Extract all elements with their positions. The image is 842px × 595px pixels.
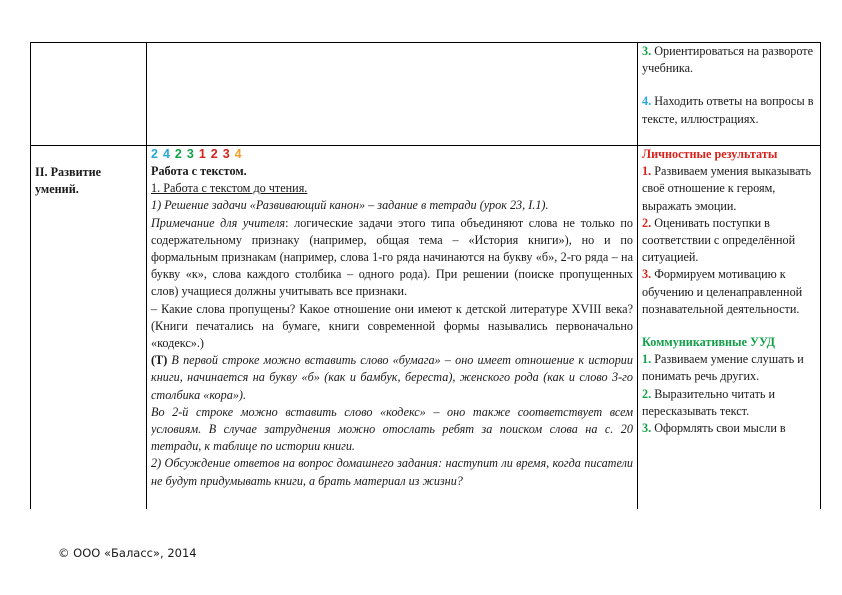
result-item [642, 386, 816, 420]
level-number-row [151, 146, 633, 163]
table-row [31, 146, 821, 509]
results-cell [638, 146, 821, 509]
copyright-footer: © ООО «Баласс», 2014 [58, 546, 197, 560]
result-item [642, 266, 816, 318]
level-number: 3 [186, 147, 194, 161]
answer-italic: В первой строке можно вставить слово «бумага» – оно имеет отношение к истории книги, начинается на букву «б» (как и бамбук, береста), женского рода (как и слово 3-го столбика «кора»). [151, 353, 633, 402]
note-label: Примечание для учителя [151, 215, 286, 230]
homework-discussion: 2) Обсуждение ответов на вопрос домашнего задания: наступит ли время, когда писатели не будут придумывать книги, а брать материал из жизни? [151, 456, 633, 488]
result-number: 2. [642, 215, 652, 230]
content-cell [147, 146, 638, 509]
answer-text [151, 352, 633, 404]
result-number: 3. [642, 44, 652, 58]
teacher-note [151, 215, 633, 301]
level-number: 4 [162, 147, 170, 161]
result-item [642, 43, 816, 77]
result-text: Оценивать поступки в соответствии с определённой ситуацией. [642, 215, 796, 265]
table-row [31, 43, 821, 146]
result-text: Развиваем умения выказывать своё отношение к героям, выражать эмоции. [642, 164, 812, 213]
result-number: 1. [642, 164, 652, 179]
result-item [642, 351, 816, 385]
task-text: 1) Решение задачи «Развивающий канон» – задание в тетради (урок 23, I.1). [151, 198, 549, 213]
level-number: 3 [222, 147, 230, 161]
section-title: Работа с текстом. [151, 164, 247, 178]
result-number: 3. [642, 421, 652, 436]
level-number: 2 [174, 147, 182, 161]
results-cell [638, 43, 821, 146]
stage-title: II. Развитие умений. [35, 165, 102, 197]
answer-italic-2: Во 2-й строке можно вставить слово «кодекс» – оно также соответствует всем условиям. В случае затруднения можно отослать ребят за поиском слова на с. 20 тетради, к таблице по истории книги. [151, 404, 633, 454]
result-number: 3. [642, 267, 652, 282]
question-text: – Какие слова пропущены? Какое отношение они имеют к детской литературе XVIII века? (Книги печатались на бумаге, книги современной формы назывались первоначально «кодекс».) [151, 301, 633, 351]
communicative-heading: Коммуникативные УУД [642, 335, 776, 350]
result-number: 4. [642, 94, 652, 109]
result-item [642, 215, 816, 267]
level-number: 1 [198, 147, 206, 161]
result-text: Выразительно читать и пересказывать текст. [642, 386, 776, 418]
stage-cell [31, 43, 147, 146]
level-number: 2 [210, 147, 218, 161]
section-subtitle: 1. Работа с текстом до чтения. [151, 181, 308, 196]
result-text: Оформлять свои мысли в [654, 421, 786, 436]
lesson-table [30, 42, 821, 509]
level-number: 4 [234, 147, 242, 161]
result-text: Формируем мотивацию к обучению и целенаправленной познавательной деятельности. [642, 267, 803, 316]
result-item [642, 420, 816, 437]
stage-cell [31, 146, 147, 509]
t-mark: (Т) [151, 353, 168, 368]
personal-results-heading: Личностные результаты [642, 147, 778, 161]
result-number: 1. [642, 352, 652, 367]
content-cell [147, 43, 638, 146]
result-item [642, 93, 816, 127]
result-item [642, 163, 816, 215]
result-number: 2. [642, 386, 652, 401]
result-text: Ориентироваться на развороте учебника. [642, 44, 814, 76]
result-text: Находить ответы на вопросы в тексте, иллюстрациях. [642, 94, 814, 126]
level-number: 2 [151, 147, 158, 161]
result-text: Развиваем умение слушать и понимать речь других. [642, 352, 804, 384]
note-text: : логические задачи этого типа объединяют слова не только по содержательному признаку (например, общая тема – «История книги»), но и по формальным признакам (например, слова 1-го ряда начинаются на букву «б», 2-го ряда – на букву «к», слова каждого столбика – одного рода). При решении (поиске пропущенных слов) учащиеся должны учитывать все признаки. [151, 215, 633, 299]
